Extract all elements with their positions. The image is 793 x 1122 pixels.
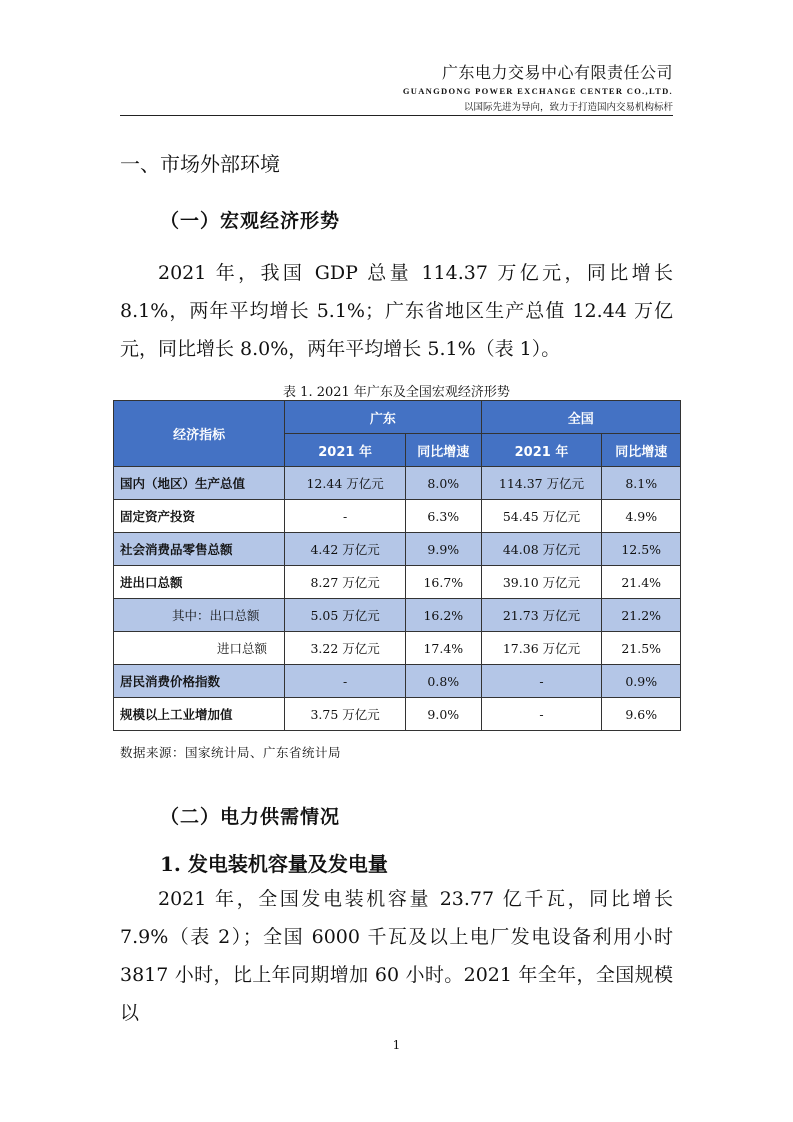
cn-value: 21.73 万亿元 xyxy=(481,599,602,632)
subsection-title-macro: （一）宏观经济形势 xyxy=(160,210,341,232)
gd-growth: 17.4% xyxy=(406,632,482,665)
section-title: 一、市场外部环境 xyxy=(120,152,280,176)
company-name: 广东电力交易中心有限责任公司 xyxy=(441,63,673,82)
header-indicator: 经济指标 xyxy=(114,401,285,467)
gd-value: - xyxy=(285,665,406,698)
gd-value: - xyxy=(285,500,406,533)
gd-value: 12.44 万亿元 xyxy=(285,467,406,500)
table-row xyxy=(114,665,681,698)
cn-growth: 0.9% xyxy=(602,665,681,698)
row-label: 固定资产投资 xyxy=(114,500,285,533)
macro-economy-table xyxy=(113,400,681,731)
cn-growth: 12.5% xyxy=(602,533,681,566)
header-cn-growth: 同比增速 xyxy=(602,434,681,467)
header-national: 全国 xyxy=(481,401,680,434)
company-slogan: 以国际先进为导向，致力于打造国内交易机构标杆 xyxy=(463,102,673,113)
subsection-title-power: （二）电力供需情况 xyxy=(160,806,341,828)
company-name-en: GUANGDONG POWER EXCHANGE CENTER CO.,LTD. xyxy=(402,86,673,96)
row-label: 国内（地区）生产总值 xyxy=(114,467,285,500)
gd-growth: 16.2% xyxy=(406,599,482,632)
page-header xyxy=(403,60,673,113)
table-row xyxy=(114,566,681,599)
cn-value: 54.45 万亿元 xyxy=(481,500,602,533)
cn-growth: 4.9% xyxy=(602,500,681,533)
table-source: 数据来源：国家统计局、广东省统计局 xyxy=(120,745,342,760)
cn-value: - xyxy=(481,698,602,731)
row-label: 居民消费价格指数 xyxy=(114,665,285,698)
cn-growth: 21.4% xyxy=(602,566,681,599)
paragraph-macro: 2021 年，我国 GDP 总量 114.37 万亿元，同比增长 8.1%，两年平均增长 5.1%；广东省地区生产总值 12.44 万亿元，同比增长 8.0%，两年平均增长 5.1%（表 1）。 xyxy=(120,262,673,360)
gd-growth: 8.0% xyxy=(406,467,482,500)
header-gd-growth: 同比增速 xyxy=(406,434,482,467)
table-row xyxy=(114,467,681,500)
table-caption: 表 1. 2021 年广东及全国宏观经济形势 xyxy=(283,385,510,400)
paragraph-capacity: 2021 年，全国发电装机容量 23.77 亿千瓦，同比增长 7.9%（表 2）；全国 6000 千瓦及以上电厂发电设备利用小时 3817 小时，比上年同期增加 60 小时。2021 年全年，全国规模以 xyxy=(120,888,673,1024)
header-gd-year: 2021 年 xyxy=(285,434,406,467)
gd-value: 5.05 万亿元 xyxy=(285,599,406,632)
cn-value: 39.10 万亿元 xyxy=(481,566,602,599)
subsubsection-title-capacity: 1. 发电装机容量及发电量 xyxy=(160,852,388,876)
table-row xyxy=(114,698,681,731)
header-cn-year: 2021 年 xyxy=(481,434,602,467)
page-number: 1 xyxy=(392,1038,401,1052)
gd-growth: 9.0% xyxy=(406,698,482,731)
cn-growth: 21.2% xyxy=(602,599,681,632)
gd-growth: 0.8% xyxy=(406,665,482,698)
table-row xyxy=(114,500,681,533)
gd-value: 3.22 万亿元 xyxy=(285,632,406,665)
row-label: 社会消费品零售总额 xyxy=(114,533,285,566)
cn-value: 114.37 万亿元 xyxy=(481,467,602,500)
gd-value: 4.42 万亿元 xyxy=(285,533,406,566)
row-label: 进口总额 xyxy=(114,632,285,665)
cn-value: 17.36 万亿元 xyxy=(481,632,602,665)
cn-growth: 21.5% xyxy=(602,632,681,665)
table-row xyxy=(114,533,681,566)
header-guangdong: 广东 xyxy=(285,401,481,434)
row-label: 规模以上工业增加值 xyxy=(114,698,285,731)
table-row xyxy=(114,632,681,665)
cn-value: 44.08 万亿元 xyxy=(481,533,602,566)
table-row xyxy=(114,599,681,632)
gd-growth: 9.9% xyxy=(406,533,482,566)
gd-value: 8.27 万亿元 xyxy=(285,566,406,599)
gd-growth: 16.7% xyxy=(406,566,482,599)
gd-growth: 6.3% xyxy=(406,500,482,533)
row-label: 进出口总额 xyxy=(114,566,285,599)
cn-growth: 9.6% xyxy=(602,698,681,731)
cn-value: - xyxy=(481,665,602,698)
gd-value: 3.75 万亿元 xyxy=(285,698,406,731)
row-label: 其中：出口总额 xyxy=(114,599,285,632)
cn-growth: 8.1% xyxy=(602,467,681,500)
header-divider xyxy=(120,115,673,116)
